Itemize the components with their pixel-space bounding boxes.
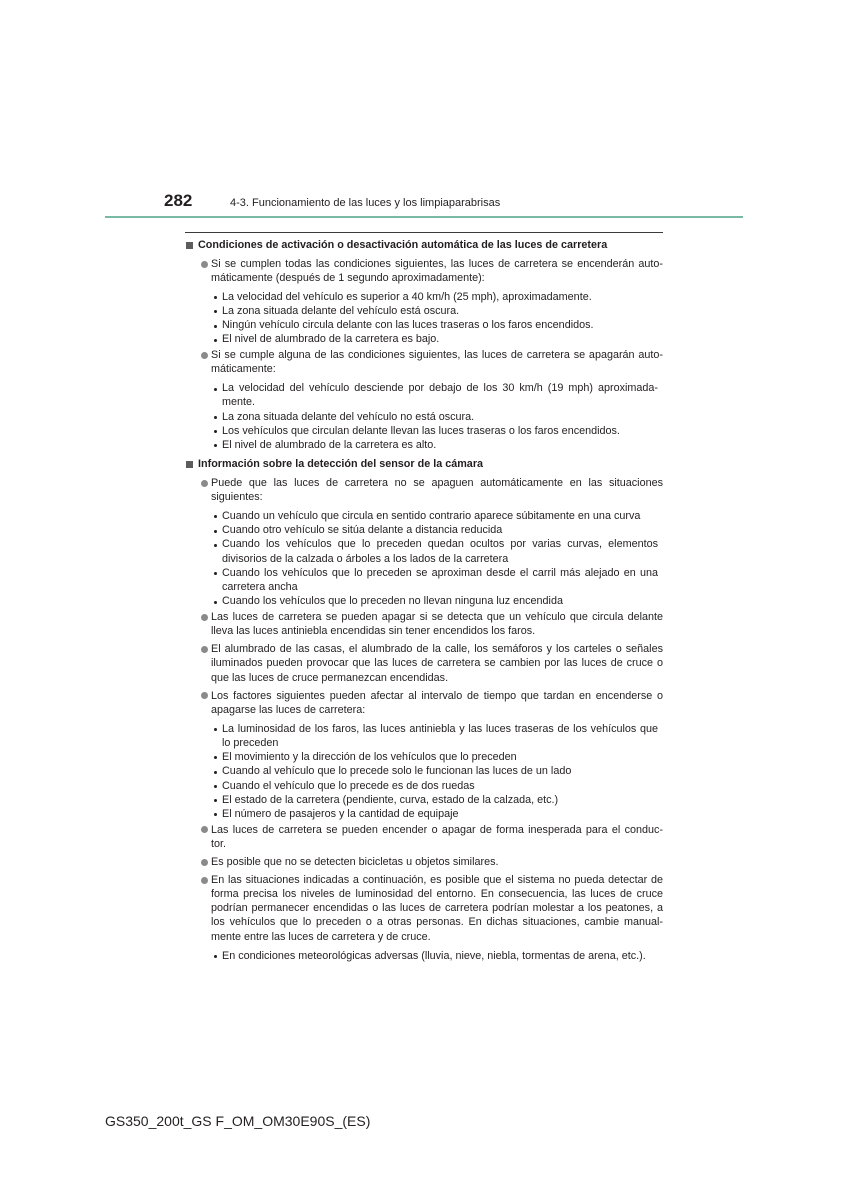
text-line: siguientes: [211,491,263,504]
text-line: forma precisa los niveles de luminosidad del entorno. En consecuencia, las luces de cruce [211,888,663,901]
text-line: El nivel de alumbrado de la carretera es bajo. [222,333,440,346]
dot-bullet-icon [214,310,217,313]
sub-bullet-item [222,949,658,963]
text-line: En las situaciones indicadas a continuación, es posible que el sistema no pueda detectar de [211,873,663,886]
dot-bullet-icon [214,728,217,731]
text-line: Si se cumplen todas las condiciones siguientes, las luces de carretera se encenderán auto- [211,257,663,270]
text-line: La velocidad del vehículo desciende por debajo de los 30 km/h (19 mph) aproximada- [222,382,658,395]
header-rule [105,216,743,218]
text-line: tor. [211,837,227,850]
dot-bullet-icon [214,756,217,759]
circle-bullet-icon [201,261,208,268]
dot-bullet-icon [214,515,217,518]
text-line: iluminados pueden provocar que las luces de carretera se cambien por las luces de cruce o [211,657,663,670]
dot-bullet-icon [214,601,217,604]
text-line: Si se cumple alguna de las condiciones siguientes, las luces de carretera se apagarán auto- [211,349,663,362]
chapter-title: 4-3. Funcionamiento de las luces y los limpiaparabrisas [230,197,501,209]
text-line: Cuando los vehículos que lo preceden no llevan ninguna luz encendida [222,595,563,608]
circle-bullet-icon [201,352,208,359]
text-line: La zona situada delante del vehículo está oscura. [222,305,460,318]
text-line: lleva las luces antiniebla encendidas sin tener encendidos los faros. [211,625,536,638]
sub-bullet-item [222,438,658,452]
sub-bullet-item [222,750,658,764]
dot-bullet-icon [214,388,217,391]
text-line: mente entre las luces de carretera y de cruce. [211,930,431,943]
manual-section [186,457,663,963]
text-line: La velocidad del vehículo es superior a 40 km/h (25 mph), aproximadamente. [222,290,592,303]
section-divider [185,232,663,233]
sub-bullet-item [222,304,658,318]
sub-bullet-item [222,318,658,332]
text-line: lo preceden [222,736,279,749]
page-number: 282 [164,191,193,210]
text-line: La luminosidad de los faros, las luces antiniebla y las luces traseras de los vehículos que [222,722,658,735]
dot-bullet-icon [214,530,217,533]
dot-bullet-icon [214,813,217,816]
section-heading [186,457,663,471]
square-bullet-icon [186,461,193,468]
bullet-item [211,257,663,347]
dot-bullet-icon [214,955,217,958]
text-line: El número de pasajeros y la cantidad de equipaje [222,807,459,820]
manual-section [186,238,663,452]
dot-bullet-icon [214,799,217,802]
text-line: El alumbrado de las casas, el alumbrado de la calle, los semáforos y los carteles o señales [211,643,663,656]
text-line: Cuando los vehículos que lo preceden se aproximan desde el carril más alejado en una [222,566,658,579]
sub-bullet-list [222,290,658,347]
sub-bullet-item [222,566,658,594]
bullet-item [211,873,663,963]
circle-bullet-icon [201,859,208,866]
sub-bullet-item [222,594,658,608]
dot-bullet-icon [214,416,217,419]
text-line: Puede que las luces de carretera no se apaguen automáticamente en las situaciones [211,476,663,489]
bullet-item [211,610,663,638]
sub-bullet-list [222,722,658,821]
text-line: Cuando al vehículo que lo precede solo le funcionan las luces de un lado [222,765,572,778]
text-line: que las luces de cruce permanezcan encendidas. [211,671,449,684]
text-line: máticamente: [211,363,276,376]
square-bullet-icon [186,242,193,249]
text-line: los vehículos que lo preceden o a otras personas. En dichas situaciones, cambie manual- [211,916,663,929]
sub-bullet-item [222,793,658,807]
bullet-item [211,348,663,452]
text-line: El nivel de alumbrado de la carretera es alto. [222,439,437,452]
circle-bullet-icon [201,480,208,487]
circle-bullet-icon [201,877,208,884]
bullet-item [211,476,663,609]
text-line: Los vehículos que circulan delante llevan las luces traseras o los faros encendidos. [222,424,620,437]
text-line: La zona situada delante del vehículo no está oscura. [222,410,475,423]
bullet-item [211,855,663,869]
text-line: En condiciones meteorológicas adversas (lluvia, nieve, niebla, tormentas de arena, etc.). [222,949,646,962]
section-heading-text: Condiciones de activación o desactivación automática de las luces de carretera [198,238,608,251]
sub-bullet-item [222,332,658,346]
dot-bullet-icon [214,771,217,774]
sub-bullet-item [222,764,658,778]
bullet-item [211,823,663,851]
text-line: Cuando el vehículo que lo precede es de dos ruedas [222,779,475,792]
section-heading [186,238,663,252]
dot-bullet-icon [214,296,217,299]
sub-bullet-item [222,424,658,438]
sub-bullet-item [222,410,658,424]
circle-bullet-icon [201,646,208,653]
sub-bullet-list [222,949,658,963]
text-line: Es posible que no se detecten bicicletas u objetos similares. [211,855,499,868]
sub-bullet-item [222,722,658,750]
text-line: Las luces de carretera se pueden apagar si se detecta que un vehículo que circula delante [211,611,663,623]
text-line: Cuando los vehículos que lo preceden quedan ocultos por varias curvas, elementos [222,538,658,551]
sub-bullet-item [222,290,658,304]
bullet-item [211,642,663,685]
text-line: Ningún vehículo circula delante con las luces traseras o los faros encendidos. [222,319,594,332]
dot-bullet-icon [214,430,217,433]
text-line: El movimiento y la dirección de los vehículos que lo preceden [222,751,517,764]
circle-bullet-icon [201,692,208,699]
sub-bullet-item [222,523,658,537]
text-line: Las luces de carretera se pueden encender o apagar de forma inesperada para el conduc- [211,823,663,836]
sub-bullet-item [222,537,658,565]
text-line: El estado de la carretera (pendiente, curva, estado de la calzada, etc.) [222,793,559,806]
dot-bullet-icon [214,339,217,342]
page-content [186,238,663,963]
text-line: divisorios de la calzada o árboles a los lados de la carretera [222,552,509,565]
text-line: Cuando otro vehículo se sitúa delante a distancia reducida [222,524,503,537]
text-line: podrían permanecer encendidas o las luces de carretera podrían molestar a los peatones, a [211,902,663,915]
document-code: GS350_200t_GS F_OM_OM30E90S_(ES) [105,1113,371,1129]
dot-bullet-icon [214,572,217,575]
text-line: máticamente (después de 1 segundo aproximadamente): [211,271,485,284]
sub-bullet-item [222,509,658,523]
text-line: mente. [222,396,256,409]
sub-bullet-item [222,807,658,821]
bullet-item [211,689,663,822]
dot-bullet-icon [214,444,217,447]
sub-bullet-list [222,509,658,608]
sub-bullet-item [222,381,658,409]
sub-bullet-list [222,381,658,452]
circle-bullet-icon [201,614,208,621]
text-line: carretera ancha [222,581,298,594]
text-line: apagarse las luces de carretera: [211,703,366,716]
circle-bullet-icon [201,826,208,833]
dot-bullet-icon [214,544,217,547]
dot-bullet-icon [214,325,217,328]
text-line: Cuando un vehículo que circula en sentido contrario aparece súbitamente en una curva [222,510,641,523]
section-heading-text: Información sobre la detección del sensor de la cámara [198,458,484,471]
dot-bullet-icon [214,785,217,788]
sub-bullet-item [222,779,658,793]
text-line: Los factores siguientes pueden afectar al intervalo de tiempo que tardan en encenderse o [211,689,663,702]
